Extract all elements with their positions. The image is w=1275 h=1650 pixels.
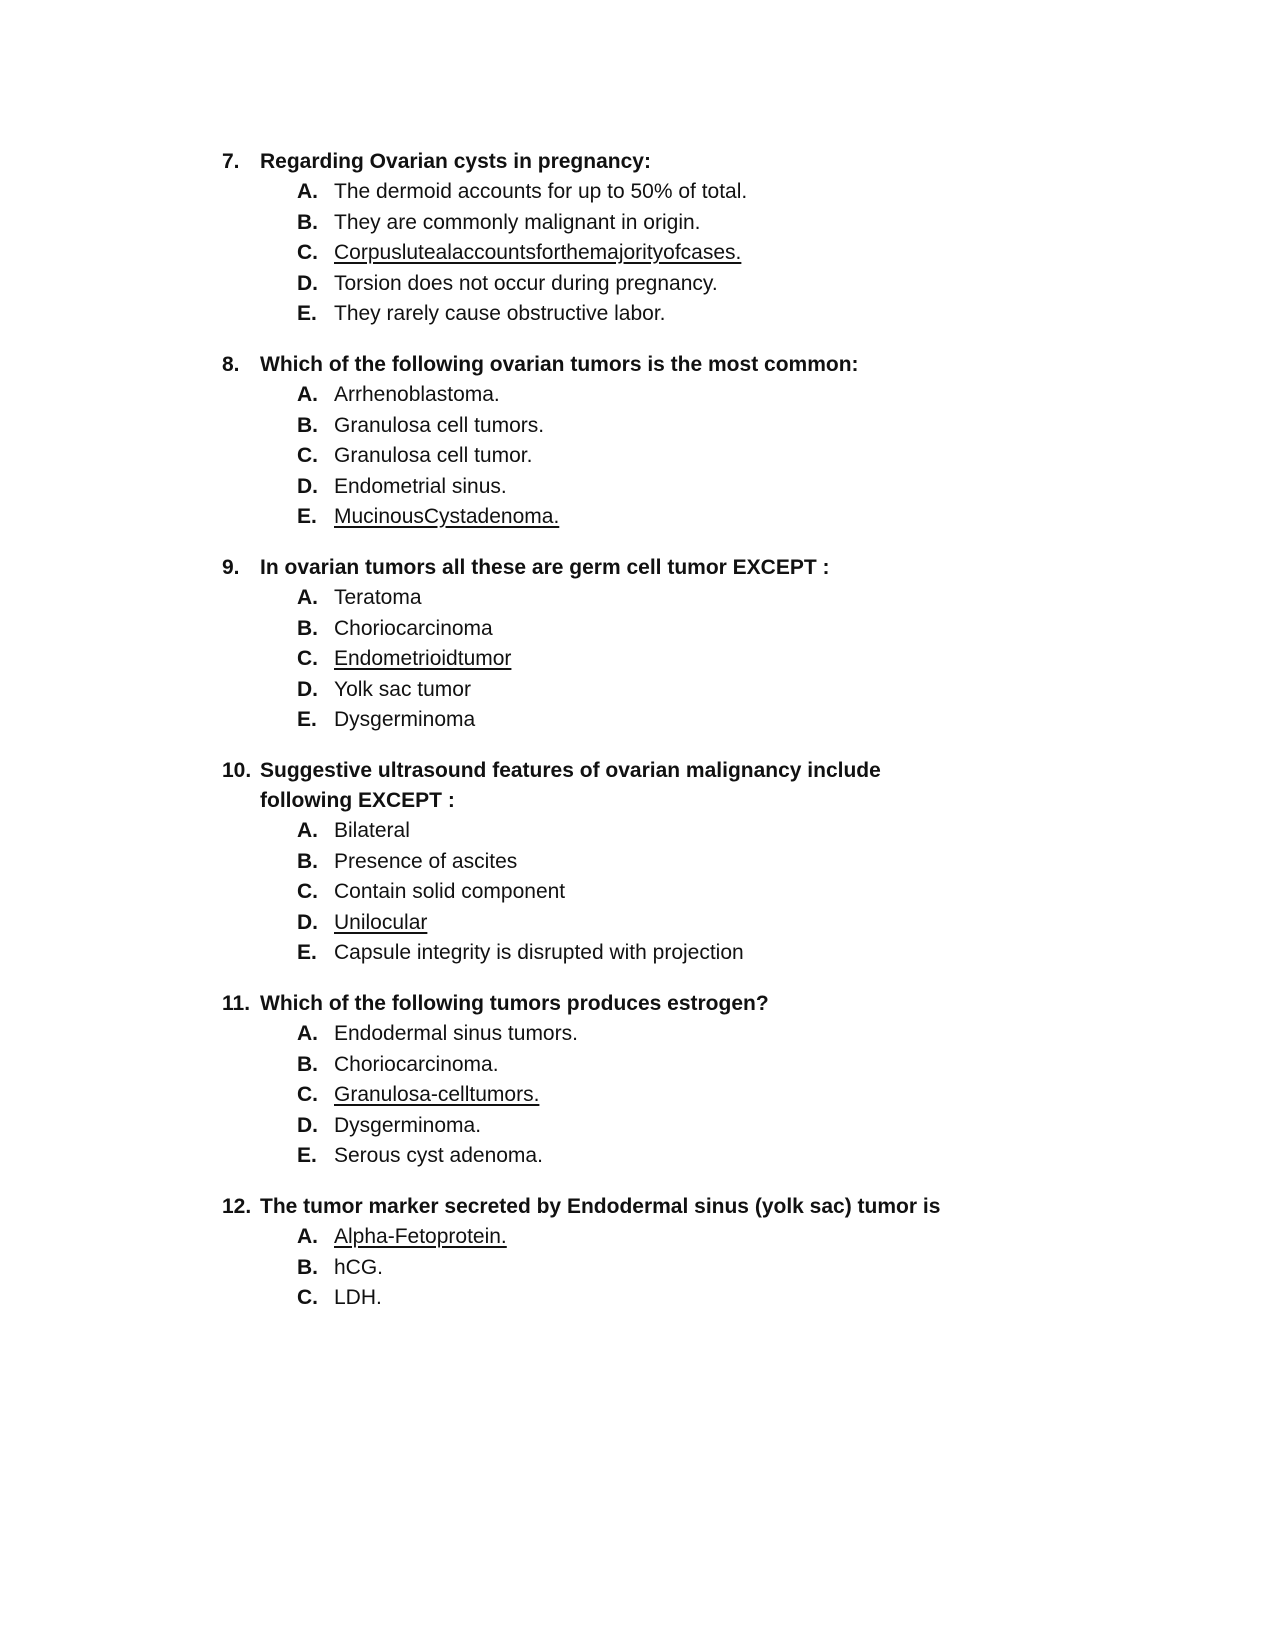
question-text: The tumor marker secreted by Endodermal sinus (yolk sac) tumor is xyxy=(260,1195,941,1218)
option-letter: D. xyxy=(297,271,318,295)
option-text: Dysgerminoma xyxy=(334,708,476,731)
option-text: The dermoid accounts for up to 50% of total. xyxy=(334,180,748,203)
question-number: 9. xyxy=(222,556,240,579)
option-text: Capsule integrity is disrupted with projection xyxy=(334,941,744,964)
option-d xyxy=(297,675,1022,706)
option-b xyxy=(297,1253,1022,1284)
question-number: 11. xyxy=(222,992,251,1015)
option-letter: A. xyxy=(297,180,318,203)
question-11 xyxy=(222,989,1022,1172)
option-text: Endodermal sinus tumors. xyxy=(334,1022,578,1045)
option-letter: C. xyxy=(297,1083,318,1106)
option-letter: B. xyxy=(297,413,318,437)
question-header xyxy=(222,989,1022,1019)
option-text: Choriocarcinoma xyxy=(334,616,493,640)
option-letter: B. xyxy=(297,1255,318,1279)
question-text: In ovarian tumors all these are germ cell tumor EXCEPT : xyxy=(260,556,830,579)
option-letter: A. xyxy=(297,1225,318,1248)
option-letter: A. xyxy=(297,1022,318,1045)
option-letter: B. xyxy=(297,1052,318,1076)
option-letter: A. xyxy=(297,383,318,406)
question-text: Which of the following ovarian tumors is the most common: xyxy=(260,353,859,376)
option-list xyxy=(222,816,1022,969)
option-e xyxy=(297,705,1022,736)
option-text: LDH. xyxy=(334,1286,382,1309)
option-e xyxy=(297,299,1022,330)
option-e xyxy=(297,938,1022,969)
option-letter: C. xyxy=(297,880,318,903)
option-list xyxy=(222,380,1022,533)
option-d xyxy=(297,1111,1022,1142)
option-text: Contain solid component xyxy=(334,880,566,903)
question-header xyxy=(222,553,1022,583)
option-letter: C. xyxy=(297,1286,318,1309)
option-text: Torsion does not occur during pregnancy. xyxy=(334,271,718,295)
option-letter: A. xyxy=(297,586,318,609)
option-b xyxy=(297,614,1022,645)
option-a xyxy=(297,583,1022,614)
option-letter: E. xyxy=(297,708,317,731)
option-text: Arrhenoblastoma. xyxy=(334,383,500,406)
option-b xyxy=(297,411,1022,442)
option-text: Presence of ascites xyxy=(334,849,518,873)
option-letter: E. xyxy=(297,1144,317,1167)
option-text: They rarely cause obstructive labor. xyxy=(334,302,666,325)
option-c xyxy=(297,441,1022,472)
option-b xyxy=(297,847,1022,878)
option-letter: B. xyxy=(297,616,318,640)
option-text-correct: Corpuslutealaccountsforthemajorityofcases. xyxy=(334,241,742,264)
option-letter: D. xyxy=(297,910,318,934)
option-letter: B. xyxy=(297,849,318,873)
question-text: Regarding Ovarian cysts in pregnancy: xyxy=(260,150,651,173)
option-text-correct: Granulosa-celltumors. xyxy=(334,1083,540,1106)
option-text: Teratoma xyxy=(334,586,422,609)
option-a xyxy=(297,1222,1022,1253)
option-list xyxy=(222,177,1022,330)
option-c xyxy=(297,1283,1022,1314)
option-letter: C. xyxy=(297,241,318,264)
question-7 xyxy=(222,147,1022,330)
question-header xyxy=(222,1192,1022,1222)
option-e xyxy=(297,1141,1022,1172)
question-number: 7. xyxy=(222,150,240,173)
option-text-correct: MucinousCystadenoma. xyxy=(334,505,560,528)
option-letter: D. xyxy=(297,677,318,701)
question-10 xyxy=(222,756,1022,969)
option-c xyxy=(297,644,1022,675)
option-text: Endometrial sinus. xyxy=(334,474,507,498)
option-e xyxy=(297,502,1022,533)
question-8 xyxy=(222,350,1022,533)
question-header xyxy=(222,350,1022,380)
question-header xyxy=(222,756,1022,816)
option-d xyxy=(297,472,1022,503)
question-number: 10. xyxy=(222,759,252,782)
question-12 xyxy=(222,1192,1022,1314)
option-letter: D. xyxy=(297,1113,318,1137)
option-text-correct: Unilocular xyxy=(334,910,428,934)
option-c xyxy=(297,1080,1022,1111)
option-text: Granulosa cell tumor. xyxy=(334,444,533,467)
option-text: Bilateral xyxy=(334,819,410,842)
question-text: Suggestive ultrasound features of ovarian malignancy include following EXCEPT : xyxy=(260,759,881,812)
question-9 xyxy=(222,553,1022,736)
question-text: Which of the following tumors produces estrogen? xyxy=(260,992,769,1015)
option-text: Choriocarcinoma. xyxy=(334,1052,499,1076)
option-letter: E. xyxy=(297,505,317,528)
option-c xyxy=(297,238,1022,269)
option-letter: E. xyxy=(297,302,317,325)
option-letter: C. xyxy=(297,647,318,670)
question-number: 12. xyxy=(222,1195,252,1218)
option-d xyxy=(297,908,1022,939)
option-list xyxy=(222,583,1022,736)
option-text: Granulosa cell tumors. xyxy=(334,413,545,437)
option-a xyxy=(297,177,1022,208)
option-letter: D. xyxy=(297,474,318,498)
option-a xyxy=(297,816,1022,847)
question-header xyxy=(222,147,1022,177)
option-b xyxy=(297,208,1022,239)
option-text: Serous cyst adenoma. xyxy=(334,1144,543,1167)
option-letter: C. xyxy=(297,444,318,467)
option-text-correct: Alpha-Fetoprotein. xyxy=(334,1225,507,1248)
option-b xyxy=(297,1050,1022,1081)
option-text: Yolk sac tumor xyxy=(334,677,471,701)
option-a xyxy=(297,1019,1022,1050)
option-text: They are commonly malignant in origin. xyxy=(334,210,701,234)
option-text-correct: Endometrioidtumor xyxy=(334,647,512,670)
option-letter: B. xyxy=(297,210,318,234)
option-text: Dysgerminoma. xyxy=(334,1113,482,1137)
question-number: 8. xyxy=(222,353,240,376)
option-c xyxy=(297,877,1022,908)
option-letter: A. xyxy=(297,819,318,842)
option-d xyxy=(297,269,1022,300)
option-text: hCG. xyxy=(334,1255,384,1279)
option-list xyxy=(222,1222,1022,1314)
option-a xyxy=(297,380,1022,411)
option-list xyxy=(222,1019,1022,1172)
option-letter: E. xyxy=(297,941,317,964)
